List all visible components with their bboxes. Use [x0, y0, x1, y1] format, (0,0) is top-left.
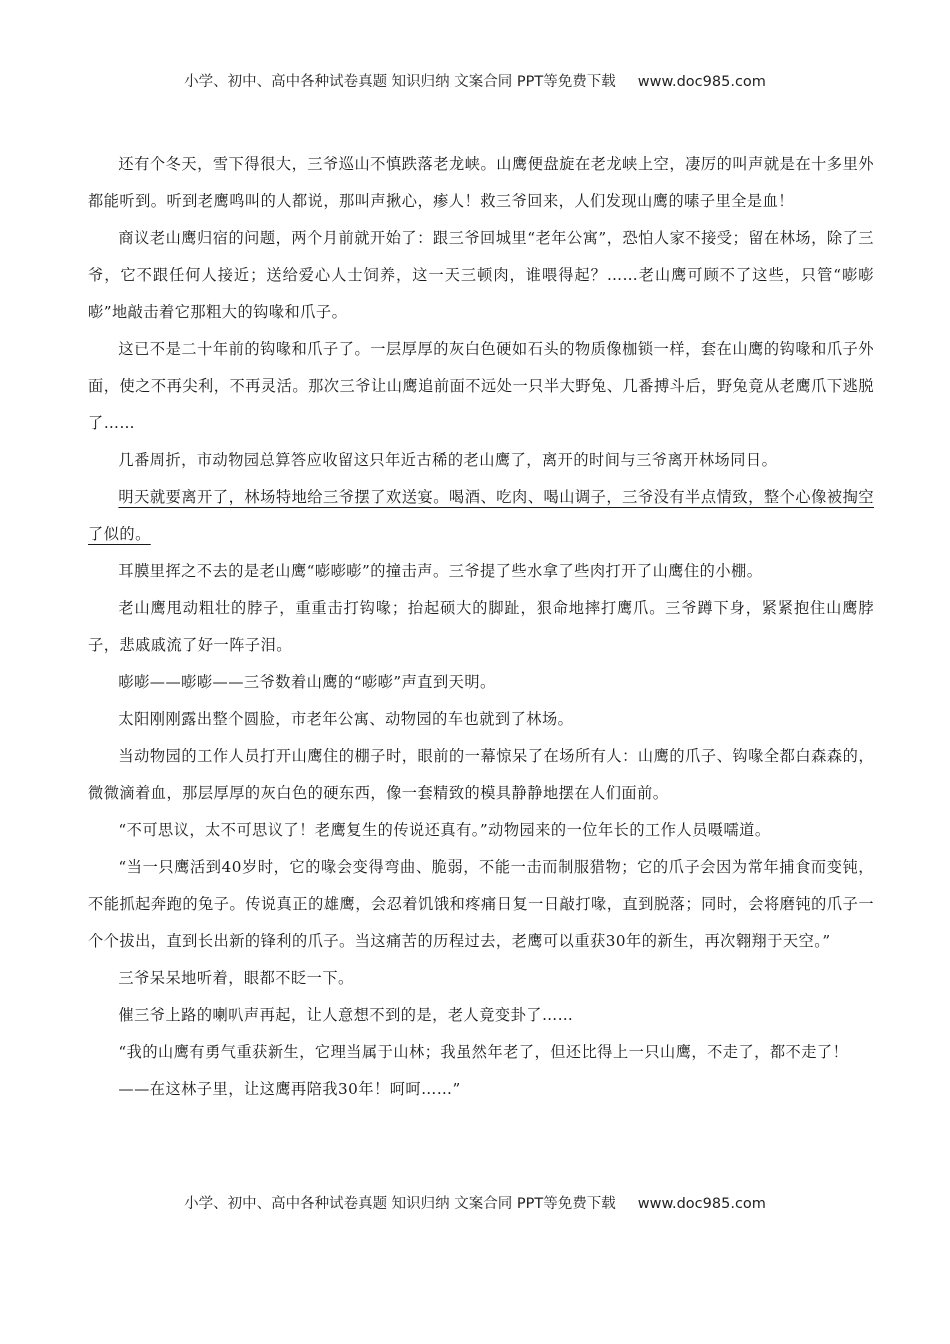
paragraph: 三爷呆呆地听着，眼都不眨一下。 [118, 969, 354, 987]
underlined-paragraph [88, 479, 874, 553]
article-body [88, 146, 874, 1108]
underlined-text: 明天就要离开了，林场特地给三爷摆了欢送宴。喝酒、吃肉、喝山调子，三爷没有半点情致，整个心像被掏空了似的。 [88, 488, 874, 543]
paragraph: 催三爷上路的喇叭声再起，让人意想不到的是，老人竟变卦了…… [118, 1006, 574, 1024]
paragraph: 还有个冬天，雪下得很大，三爷巡山不慎跌落老龙峡。山鹰便盘旋在老龙峡上空，凄厉的叫声就是在十多里外都能听到。听到老鹰鸣叫的人都说，那叫声揪心，瘆人！救三爷回来，人们发现山鹰的嗉子里全是血！ [88, 155, 874, 210]
header-site-url[interactable]: www.doc985.com [637, 74, 766, 90]
paragraph: 太阳刚刚露出整个圆脸，市老年公寓、动物园的车也就到了林场。 [118, 710, 574, 728]
header-text: 小学、初中、高中各种试卷真题 知识归纳 文案合同 PPT等免费下载 [184, 74, 616, 90]
paragraph: “当一只鹰活到40岁时，它的喙会变得弯曲、脆弱，不能一击而制服猎物；它的爪子会因为常年捕食而变钝，不能抓起奔跑的兔子。传说真正的雄鹰，会忍着饥饿和疼痛日复一日敲打喙，直到脱落；同时，会将磨钝的爪子一个个拔出，直到长出新的锋利的爪子。当这痛苦的历程过去，老鹰可以重获30年的新生，再次翱翔于天空。” [88, 858, 874, 950]
paragraph: 这已不是二十年前的钩喙和爪子了。一层厚厚的灰白色硬如石头的物质像枷锁一样，套在山鹰的钩喙和爪子外面，使之不再尖利，不再灵活。那次三爷让山鹰追前面不远处一只半大野兔、几番搏斗后，野兔竟从老鹰爪下逃脱了…… [88, 340, 874, 432]
paragraph: “我的山鹰有勇气重获新生，它理当属于山林；我虽然年老了，但还比得上一只山鹰，不走了，都不走了！ [118, 1043, 849, 1061]
paragraph: ——在这林子里，让这鹰再陪我30年！呵呵……” [118, 1080, 461, 1098]
paragraph: “不可思议，太不可思议了！老鹰复生的传说还真有。”动物园来的一位年长的工作人员嗫嚅道。 [118, 821, 771, 839]
paragraph: 几番周折，市动物园总算答应收留这只年近古稀的老山鹰了，离开的时间与三爷离开林场同日。 [118, 451, 778, 469]
paragraph: 老山鹰甩动粗壮的脖子，重重击打钩喙；抬起硕大的脚趾，狠命地摔打鹰爪。三爷蹲下身，紧紧抱住山鹰脖子，悲戚戚流了好一阵子泪。 [88, 599, 874, 654]
paragraph: 耳膜里挥之不去的是老山鹰“嘭嘭嘭”的撞击声。三爷提了些水拿了些肉打开了山鹰住的小棚。 [118, 562, 763, 580]
paragraph: 商议老山鹰归宿的问题，两个月前就开始了：跟三爷回城里“老年公寓”，恐怕人家不接受；留在林场，除了三爷，它不跟任何人接近；送给爱心人士饲养，这一天三顿肉，谁喂得起？……老山鹰可顾不了这些，只管“嘭嘭嘭”地敲击着它那粗大的钩喙和爪子。 [88, 229, 874, 321]
page-header [0, 70, 950, 91]
paragraph: 嘭嘭——嘭嘭——三爷数着山鹰的“嘭嘭”声直到天明。 [118, 673, 496, 691]
page-footer [0, 1192, 950, 1213]
footer-site-url[interactable]: www.doc985.com [637, 1196, 766, 1212]
paragraph: 当动物园的工作人员打开山鹰住的棚子时，眼前的一幕惊呆了在场所有人：山鹰的爪子、钩喙全都白森森的，微微滴着血，那层厚厚的灰白色的硬东西，像一套精致的模具静静地摆在人们面前。 [88, 747, 874, 802]
footer-text: 小学、初中、高中各种试卷真题 知识归纳 文案合同 PPT等免费下载 [184, 1196, 616, 1212]
